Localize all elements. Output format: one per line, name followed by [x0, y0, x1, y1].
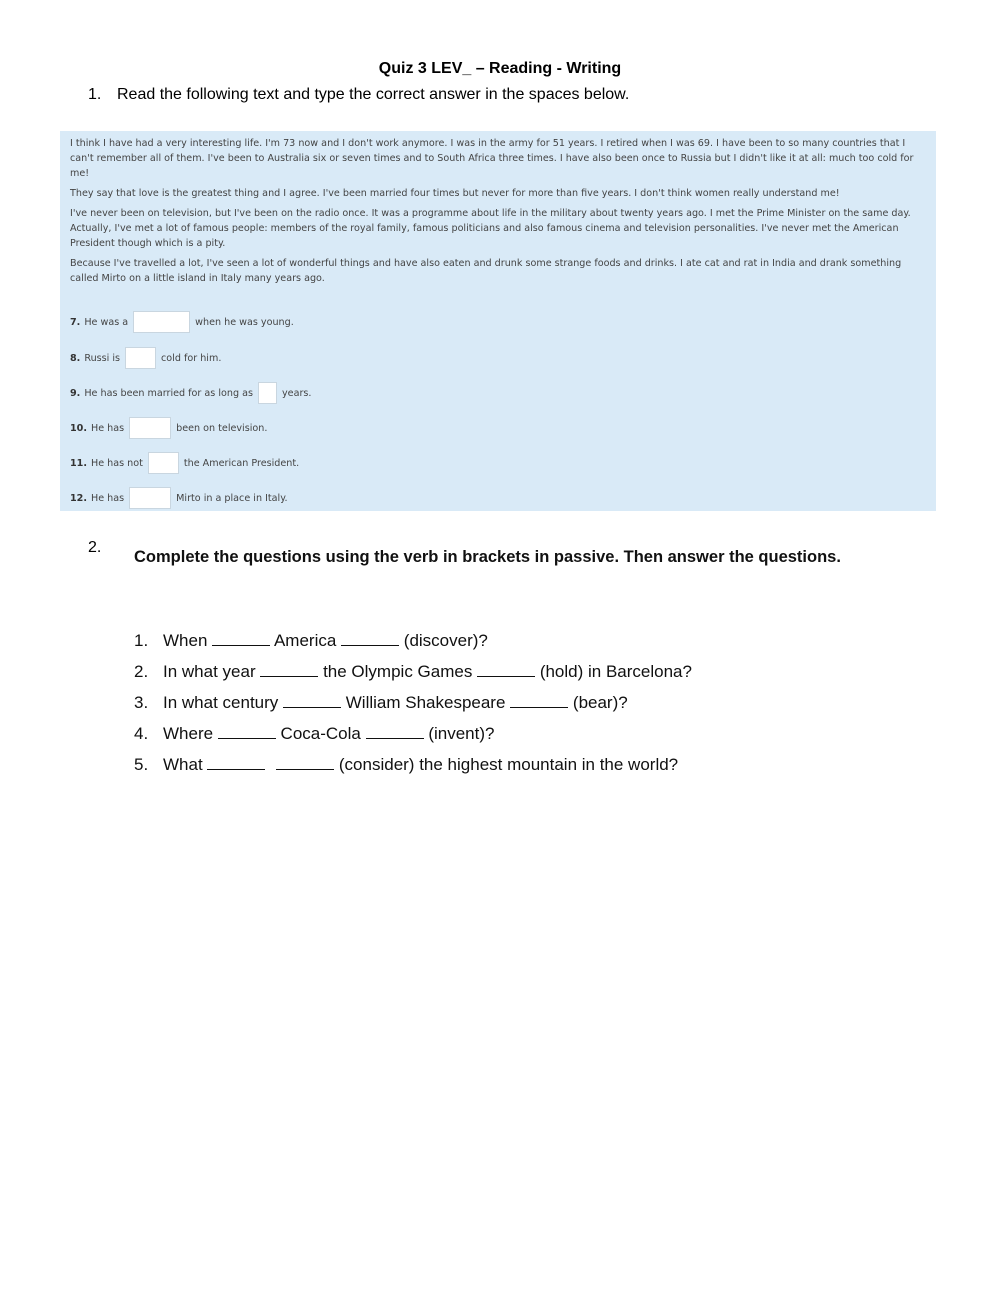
- answer-input-7[interactable]: [133, 311, 190, 333]
- question-number: 7.: [70, 316, 81, 328]
- item-text: What: [163, 755, 203, 774]
- list-item: [134, 629, 692, 660]
- answer-blank[interactable]: [218, 724, 276, 739]
- list-item: [134, 691, 692, 722]
- section1-instruction: Read the following text and type the correct answer in the spaces below.: [117, 86, 630, 103]
- item-text: America: [273, 631, 337, 650]
- item-text: the Olympic Games: [323, 662, 473, 681]
- question-text-after: years.: [281, 387, 312, 399]
- item-text: In what century: [163, 693, 279, 712]
- list-item: [134, 660, 692, 691]
- item-text: When: [163, 631, 208, 650]
- reading-paragraph: They say that love is the greatest thing and I agree. I've been married four times but never for more than five years. I don't think women really understand me!: [70, 188, 840, 199]
- item-text: Where: [163, 724, 214, 743]
- question-text-before: He was a: [84, 316, 129, 328]
- passive-question-list: [134, 629, 692, 784]
- answer-blank[interactable]: [283, 693, 341, 708]
- question-text-after: the American President.: [183, 457, 300, 469]
- item-number: 5.: [134, 755, 149, 774]
- item-text: (bear)?: [572, 693, 628, 712]
- question-number: 11.: [70, 457, 87, 469]
- section1-number: 1.: [88, 86, 102, 103]
- question-text-before: Russi is: [84, 352, 121, 364]
- item-text: (discover)?: [403, 631, 488, 650]
- answer-blank[interactable]: [366, 724, 424, 739]
- section2-instruction: Complete the questions using the verb in brackets in passive. Then answer the questions.: [134, 548, 841, 566]
- reading-paragraph: Because I've travelled a lot, I've seen a lot of wonderful things and have also eaten and drunk some strange foods and drinks. I ate cat and rat in India and drank something called Mirto on a little island in Italy many years ago.: [70, 258, 902, 284]
- reading-text: [70, 136, 930, 291]
- reading-paragraph: I think I have had a very interesting life. I'm 73 now and I don't work anymore. I was in the army for 51 years. I retired when I was 69. I have been to so many countries that I can't remember all of them. I've been to Australia six or seven times and to South Africa three times. I have also been once to Russia but I didn't like it at all: much too cold for me!: [70, 138, 914, 179]
- answer-input-11[interactable]: [148, 452, 179, 474]
- question-text-before: He has been married for as long as: [84, 387, 253, 399]
- item-text: William Shakespeare: [345, 693, 506, 712]
- answer-blank[interactable]: [212, 631, 270, 646]
- item-number: 2.: [134, 662, 149, 681]
- list-item: [134, 722, 692, 753]
- reading-panel: [60, 131, 936, 511]
- question-row-12: [70, 487, 288, 509]
- question-number: 10.: [70, 422, 87, 434]
- answer-input-8[interactable]: [125, 347, 156, 369]
- answer-blank[interactable]: [260, 662, 318, 677]
- question-row-8: [70, 347, 221, 369]
- reading-paragraph: I've never been on television, but I've been on the radio once. It was a programme about life in the military about twenty years ago. I met the Prime Minister on the same day. Actually, I've met a lot of famous people: members of the royal family, famous politicians and also famous cinema and television personalities. I've never met the American President though which is a pity.: [70, 208, 911, 249]
- answer-blank[interactable]: [207, 755, 265, 770]
- answer-blank[interactable]: [341, 631, 399, 646]
- list-item: [134, 753, 692, 784]
- answer-input-10[interactable]: [129, 417, 171, 439]
- section1-heading: [88, 86, 629, 104]
- item-text: (hold) in Barcelona?: [539, 662, 692, 681]
- question-text-after: when he was young.: [195, 316, 294, 328]
- item-number: 4.: [134, 724, 149, 743]
- question-row-7: [70, 311, 294, 333]
- question-text-before: He has not: [91, 457, 143, 469]
- question-row-10: [70, 417, 267, 439]
- item-text: In what year: [163, 662, 256, 681]
- question-text-after: Mirto in a place in Italy.: [176, 492, 288, 504]
- answer-blank[interactable]: [477, 662, 535, 677]
- item-text: Coca-Cola: [280, 724, 361, 743]
- answer-blank[interactable]: [276, 755, 334, 770]
- item-text: (invent)?: [428, 724, 495, 743]
- question-row-9: [70, 382, 311, 404]
- question-number: 8.: [70, 352, 81, 364]
- item-number: 1.: [134, 631, 149, 650]
- section2-number: 2.: [88, 539, 102, 556]
- question-row-11: [70, 452, 299, 474]
- question-number: 9.: [70, 387, 81, 399]
- answer-input-9[interactable]: [258, 382, 277, 404]
- question-text-after: cold for him.: [161, 352, 222, 364]
- answer-input-12[interactable]: [129, 487, 171, 509]
- question-text-after: been on television.: [176, 422, 268, 434]
- question-text-before: He has: [91, 422, 125, 434]
- question-number: 12.: [70, 492, 87, 504]
- item-number: 3.: [134, 693, 149, 712]
- quiz-title: Quiz 3 LEV_ – Reading - Writing: [378, 60, 622, 77]
- answer-blank[interactable]: [510, 693, 568, 708]
- question-text-before: He has: [91, 492, 125, 504]
- item-text: (consider) the highest mountain in the world?: [338, 755, 679, 774]
